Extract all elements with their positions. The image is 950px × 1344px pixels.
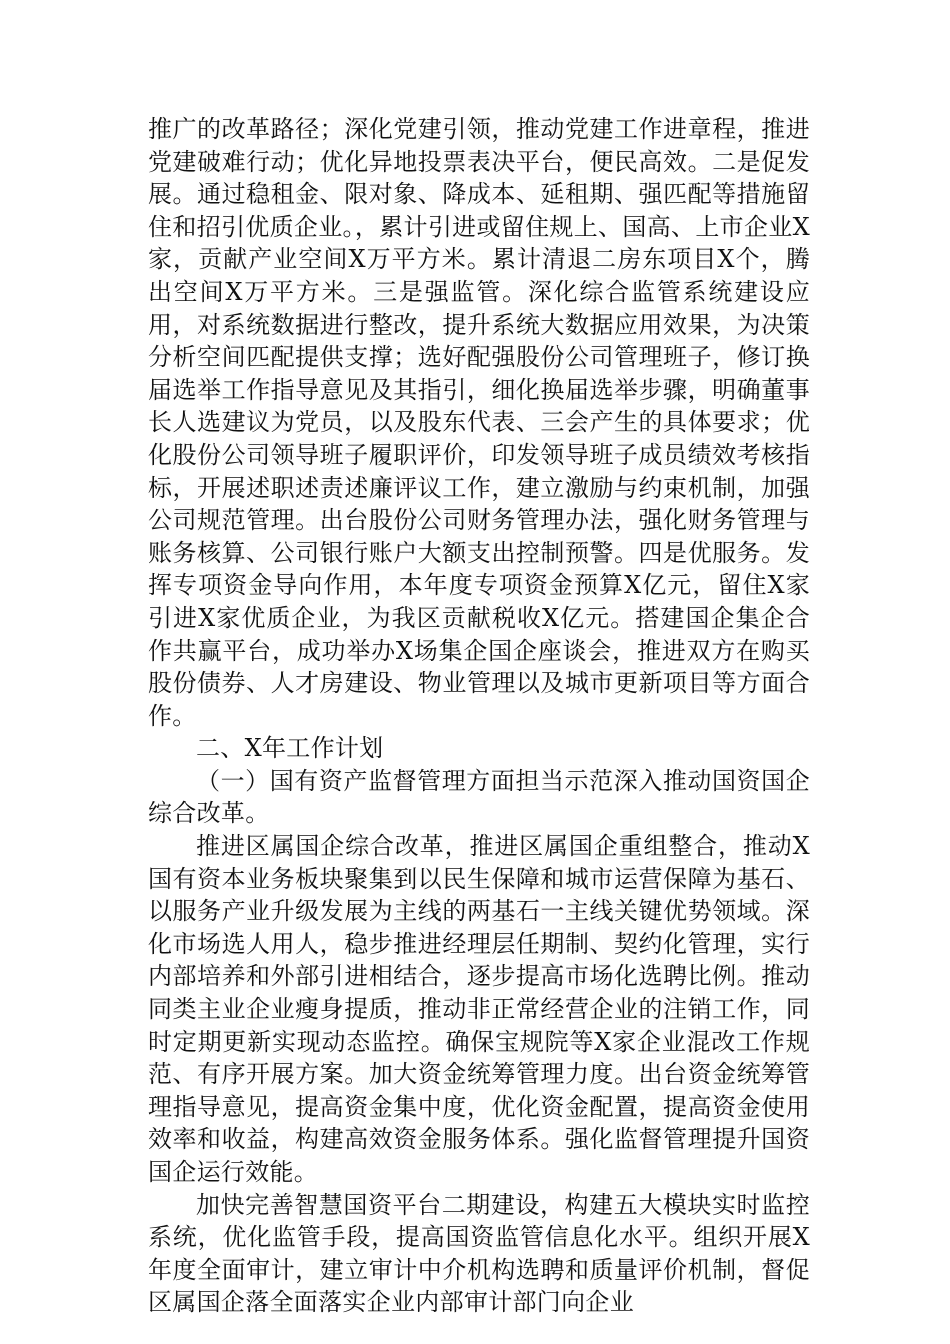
paragraph-reform: 推进区属国企综合改革，推进区属国企重组整合，推动X国有资本业务板块聚集到以民生保障和城市运营保障为基石、以服务产业升级发展为主线的两基石一主线关键优势领域。深化市场选人用人，稳步推进经理层任期制、契约化管理，实行内部培养和外部引进相结合，逐步提高市场化选聘比例。推动同类主业企业瘦身提质，推动非正常经营企业的注销工作，同时定期更新实现动态监控。确保宝规院等X家企业混改工作规范、有序开展方案。加大资金统筹管理力度。出台资金统筹管理指导意见，提高资金集中度，优化资金配置，提高资金使用效率和收益，构建高效资金服务体系。强化监督管理提升国资国企运行效能。: [148, 832, 810, 1186]
document-body: [148, 113, 810, 1319]
paragraph-continuation: 推广的改革路径；深化党建引领，推动党建工作进章程，推进党建破难行动；优化异地投票表决平台，便民高效。二是促发展。通过稳租金、限对象、降成本、延租期、强匹配等措施留住和招引优质企业。，累计引进或留住规上、国高、上市企业X家，贡献产业空间X万平方米。累计清退二房东项目X个，腾出空间X万平方米。三是强监管。深化综合监管系统建设应用，对系统数据进行整改，提升系统大数据应用效果，为决策分析空间匹配提供支撑；选好配强股份公司管理班子，修订换届选举工作指导意见及其指引，细化换届选举步骤，明确董事长人选建议为党员，以及股东代表、三会产生的具体要求；优化股份公司领导班子履职评价，印发领导班子成员绩效考核指标，开展述职述责述廉评议工作，建立激励与约束机制，加强公司规范管理。出台股份公司财务管理办法，强化财务管理与账务核算、公司银行账户大额支出控制预警。四是优服务。发挥专项资金导向作用，本年度专项资金预算X亿元，留住X家引进X家优质企业，为我区贡献税收X亿元。搭建国企集企合作共赢平台，成功举办X场集企国企座谈会，推进双方在购买股份债券、人才房建设、物业管理以及城市更新项目等方面合作。: [148, 115, 810, 730]
section-heading-work-plan: 二、X年工作计划: [196, 734, 384, 763]
paragraph-smart-platform: 加快完善智慧国资平台二期建设，构建五大模块实时监控系统，优化监管手段，提高国资监管信息化水平。组织开展X年度全面审计，建立审计中介机构选聘和质量评价机制，督促区属国企落全面落实企业内部审计部门向企业: [148, 1190, 810, 1317]
subsection-heading-asset-supervision: （一）国有资产监督管理方面担当示范深入推动国资国企综合改革。: [148, 766, 810, 828]
